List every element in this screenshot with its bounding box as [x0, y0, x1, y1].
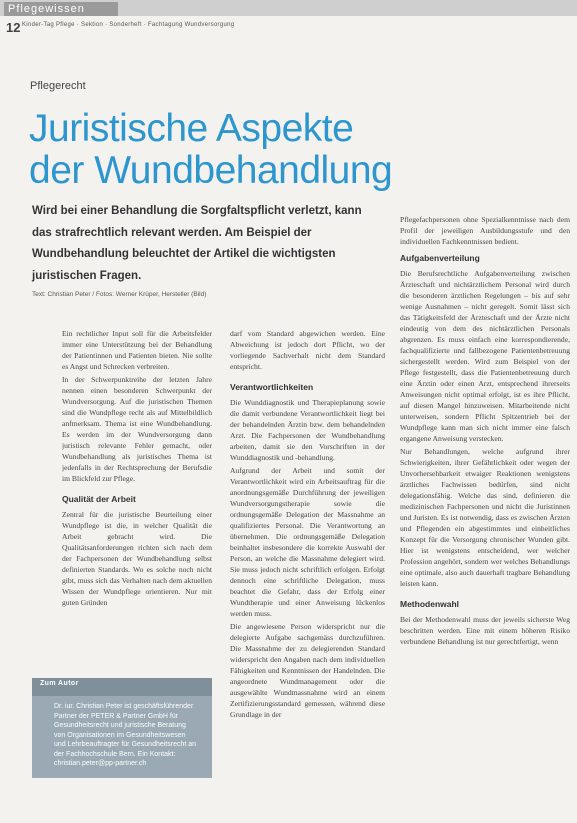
body-column-2 [230, 328, 385, 823]
author-box [32, 678, 212, 778]
paragraph: Pflegefachpersonen ohne Spezialkenntnisse nach dem Profil der jeweiligen Ausbildungsstufe und den individuellen Fachkenntnissen bedient. [400, 215, 570, 246]
subheading-methodenwahl: Methodenwahl [400, 599, 460, 609]
subheading-verantwortlichkeiten: Verantwortlichkeiten [230, 382, 314, 392]
paragraph: Die Wunddiagnostik und Therapieplanung sowie die damit verbundene Verantwortlichkeit liegt bei der behandelnden Ärztin bzw. dem behandelnden Arzt. Die Fachpersonen der Wundbehandlung arbeiten, damit sie den Vorschriften in der Wunddiagnostik und -behandlung. [230, 398, 385, 462]
paragraph: Ein rechtlicher Input soll für die Arbeitsfelder immer eine Unterstützung bei der Behandlung der Patientinnen und Patienten bieten. Nie sollte es Angst und Schrecken verbreiten. [62, 329, 212, 371]
article-title-line2: der Wundbehandlung [29, 149, 393, 192]
running-head: Kinder-Tag Pflege · Sektion · Sonderheft · Fachtagung Wundversorgung [22, 22, 235, 28]
author-box-body: Dr. iur. Christian Peter ist geschäftsführender Partner der PETER & Partner GmbH für Gesundheitsrecht und juristische Beratung von Organisationen im Gesundheitswesen und Lehrbeauftragter für Gesundheitsrecht an der Fachhochschule Bern. Ein Kontakt: christian.peter@pp-partner.ch [54, 703, 197, 767]
paragraph: Zentral für die juristische Beurteilung einer Wundpflege ist die, in welcher Qualität die Arbeit gebracht wird. Die Qualitätsanforderungen richten sich nach dem der Fachpersonen der Wundbehandlung selbst definierten Standards. Wo es solche noch nicht gibt, muss sich das Verhalten nach dem aktuellen Wissen der Wundpflege orientieren. Nur mit guten Gründen [62, 510, 212, 607]
subheading-qualitaet: Qualität der Arbeit [62, 494, 136, 504]
article-lead: Wird bei einer Behandlung die Sorgfaltspflicht verletzt, kann das strafrechtlich relevant werden. Am Beispiel der Wundbehandlung beleuchtet der Artikel die wichtigsten juristischen Fragen. [32, 205, 362, 282]
author-box-heading: Zum Autor [32, 678, 212, 696]
body-column-3 [400, 214, 570, 823]
paragraph: In der Schwerpunktreihe der letzten Jahre nennen einen besonderen Schwerpunkt der Wundversorgung. Auf die juristischen Themen sind die Wundpflege recht als auf Mittelbildlich anfmerksam. Thema ist eine Wundbehandlung. Es werden im der Wundversorgung dann juristisch relevante Fehler gemacht, oder Wundbehandlung als juristisches Thema ist jedenfalls in der Rechtsprechung der Berufsdie im Blickfeld zur Pflege. [62, 375, 212, 483]
paragraph: darf vom Standard abgewichen werden. Eine Abweichung ist jedoch dort Pflicht, wo der vorliegende Sachverhalt nicht dem Standard entspricht. [230, 329, 385, 371]
page-number: 12 [6, 20, 21, 35]
paragraph: Nur Behandlungen, welche aufgrund ihrer Schwierigkeiten, ihrer Gefährlichkeit oder wegen der Unvorhersehbarkeit etwaiger Reaktionen wenigstens ärztliches Fachwissen bedürfen, sind nicht delegationsfähig. Welche das sind, definieren die medizinischen Fachpersonen und nicht die Juristinnen und Juristen. Es ist notwendig, dass es zwischen Ärzten und Pflegenden ein abgestimmtes und einheitliches Konzept für die Versorgung chronischer Wunden gibt. Hier ist wenigstens entscheidend, wer welcher Profession angehört, sondern wer welches Behandlungs eine optimale, also auch dauerhaft tragbare Behandlung leisten kann. [400, 447, 570, 588]
paragraph: Die Berufsrechtliche Aufgabenverteilung zwischen Ärzteschaft und nichtärztlichem Personal wird durch die besonderen ärztlichen Regelungen – bis auf sehr wenige Ausnahmen – nicht geregelt. Somit lässt sich das Tätigkeitsfeld der Ärzteschaft und der Ärzte nicht eindeutig von dem des nichtärztlichen Personals abgrenzen. Es muss einfach eine korrespondierende, fachqualifizierte und fallbezogene Patientenbetreuung sichergestellt werden. Wird zum Beispiel von der Pflege festgestellt, dass die Patientenbetreuung durch eine Ärztin oder einen Arzt, entsprechend ihrerseits Anweisungen nicht optimal erfolgt, ist es ihre Pflicht, auf diesen Mangel hinzuweisen. Mitarbeitende nicht unterweisen, sondern Pflicht Spitzentrieb bei der Wundpflege kann man sich nicht immer eine falsch ergangene Anweisung verstecken. [400, 269, 570, 443]
body-column-1 [62, 328, 212, 650]
article-title-line1: Juristische Aspekte [29, 107, 354, 150]
subheading-aufgabenverteilung: Aufgabenverteilung [400, 253, 480, 263]
article-kicker: Pflegerecht [30, 80, 86, 92]
article-credits: Text: Christian Peter / Fotos: Werner Krüper, Hersteller (Bild) [32, 291, 207, 298]
section-label: Pflegewissen [4, 2, 118, 16]
paragraph: Die angewiesene Person widerspricht nur die delegierte Aufgabe sachgemäss durchzuführen. Die Massnahme der zu delegierenden Standard widerspricht den Angaben nach dem individuellen Fähigkeiten und Kenntnissen der Handelnden. Die angeordnete Wundmanagement oder die ausgewählte Wundmassnahme wird an einem Zertifizierungsstandard gemessen, während diese Grundlage in der [230, 622, 385, 719]
article-title [29, 108, 392, 192]
paragraph: Bei der Methodenwahl muss der jeweils sicherste Weg beschritten werden. Eine mit einem höheren Risiko verbundene Behandlung ist nur gerechtfertigt, wenn [400, 615, 570, 646]
paragraph: Aufgrund der Arbeit und somit der Verantwortlichkeit wird ein Arbeitsauftrag für die anordnungsgemäße Durchführung der jeweiligen Wundversorgungstherapie sowie die ordnungsgemäße Delegation der Massnahme an qualifiziertes Personal. Die Verantwortung an übernehmen. Die ordnungsgemäße Delegation beinhaltet insbesondere die korrekte Auswahl der Person, an welche die Massnahme delegiert wird. Sie muss jedoch nicht schriftlich erfolgen. Erfolgt dennoch eine schriftliche Delegation, muss beachtet die Gefahr, dass der Erfolg einer Wundtherapie und einer Anweisung lückenlos werden muss. [230, 466, 385, 618]
